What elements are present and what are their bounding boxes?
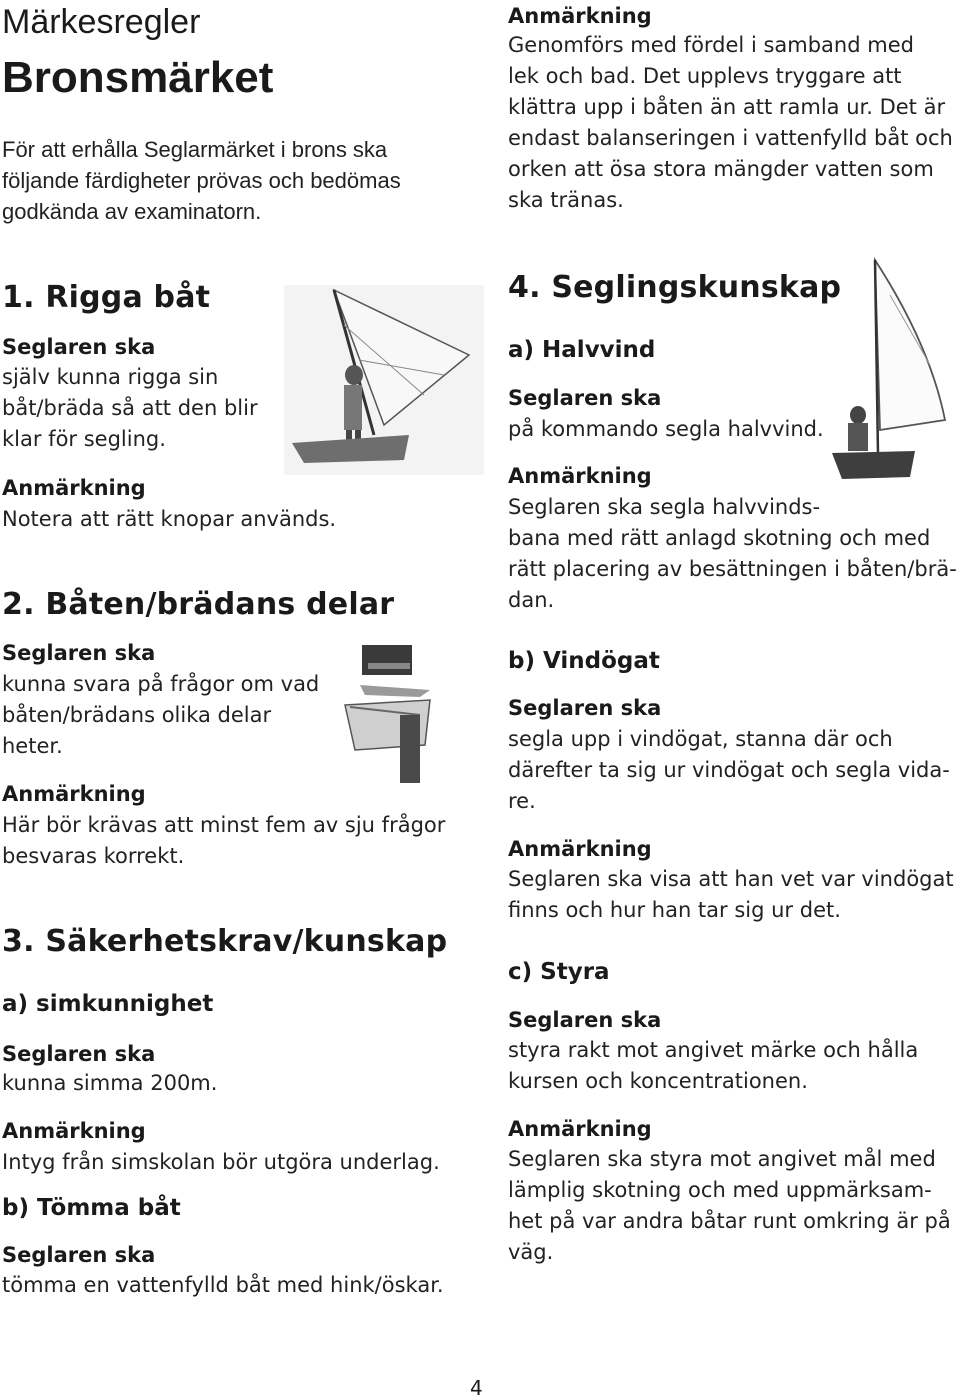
page-number: 4 — [470, 1376, 483, 1400]
s4b-seglaren-label: Seglaren ska — [508, 696, 662, 720]
s4b-note: Seglaren ska visa att han vet var vindögat finns och hur han tar sig ur det. — [508, 867, 954, 922]
s3a-heading: a) simkunnighet — [2, 991, 214, 1017]
section-1-heading: 1. Rigga båt — [2, 280, 211, 315]
s3a-seglaren-label: Seglaren ska — [2, 1042, 156, 1066]
s4c-seglaren-label: Seglaren ska — [508, 1008, 662, 1032]
s4c-text: styra rakt mot angivet märke och hålla kursen och koncentrationen. — [508, 1038, 919, 1093]
s3a-note: Intyg från simskolan bör utgöra underlag. — [2, 1150, 440, 1174]
s4a-anmarkning-label: Anmärkning — [508, 464, 652, 488]
s3b-text: tömma en vattenfylld båt med hink/öskar. — [2, 1273, 444, 1297]
page-title: Bronsmärket — [2, 53, 274, 102]
s1-text: själv kunna rigga sin båt/bräda så att den blir klar för segling. — [2, 365, 258, 451]
boat-parts-illustration — [340, 645, 440, 790]
s4c-note: Seglaren ska styra mot angivet mål med lämplig skotning och med uppmärksam- het på var andra båtar runt omkring är på väg. — [508, 1147, 951, 1264]
s3b-heading: b) Tömma båt — [2, 1195, 181, 1221]
s3b-note: Genomförs med fördel i samband med lek och bad. Det upplevs tryggare att klättra upp i båten än att ramla ur. Det är endast balanseringen i vattenfylld båt och orken att ösa stora mängder vatten som ska tränas. — [508, 33, 953, 212]
s3b-seglaren-label: Seglaren ska — [2, 1243, 156, 1267]
rigging-boat-illustration — [284, 285, 484, 475]
intro-text: För att erhålla Seglarmärket i brons ska följande färdigheter prövas och bedömas godkända av examinatorn. — [2, 137, 401, 224]
s4c-heading: c) Styra — [508, 959, 610, 985]
s4a-seglaren-label: Seglaren ska — [508, 386, 662, 410]
s2-anmarkning-label: Anmärkning — [2, 782, 146, 806]
sailing-boat-illustration — [830, 255, 950, 485]
s2-seglaren-label: Seglaren ska — [2, 641, 156, 665]
s2-text: kunna svara på frågor om vad båten/brädans olika delar heter. — [2, 672, 320, 758]
s4b-anmarkning-label: Anmärkning — [508, 837, 652, 861]
s3a-text: kunna simma 200m. — [2, 1071, 218, 1095]
section-3-heading: 3. Säkerhetskrav/kunskap — [2, 924, 448, 959]
s4a-note: Seglaren ska segla halvvinds- bana med rätt anlagd skotning och med rätt placering av besättningen i båten/brä- dan. — [508, 495, 957, 612]
s4a-heading: a) Halvvind — [508, 337, 656, 363]
s2-note: Här bör krävas att minst fem av sju frågor besvaras korrekt. — [2, 813, 446, 868]
page-kicker: Märkesregler — [2, 3, 201, 41]
s1-anmarkning-label: Anmärkning — [2, 476, 146, 500]
s4c-anmarkning-label: Anmärkning — [508, 1117, 652, 1141]
s4b-text: segla upp i vindögat, stanna där och därefter ta sig ur vindögat och segla vida- re. — [508, 727, 950, 813]
section-4-heading: 4. Seglingskunskap — [508, 270, 842, 305]
s4a-text: på kommando segla halvvind. — [508, 417, 824, 441]
s1-note: Notera att rätt knopar används. — [2, 507, 337, 531]
s4b-heading: b) Vindögat — [508, 648, 660, 674]
section-2-heading: 2. Båten/brädans delar — [2, 587, 395, 622]
s1-seglaren-label: Seglaren ska — [2, 335, 156, 359]
s3b-anmarkning-label: Anmärkning — [508, 4, 652, 28]
s3a-anmarkning-label: Anmärkning — [2, 1119, 146, 1143]
